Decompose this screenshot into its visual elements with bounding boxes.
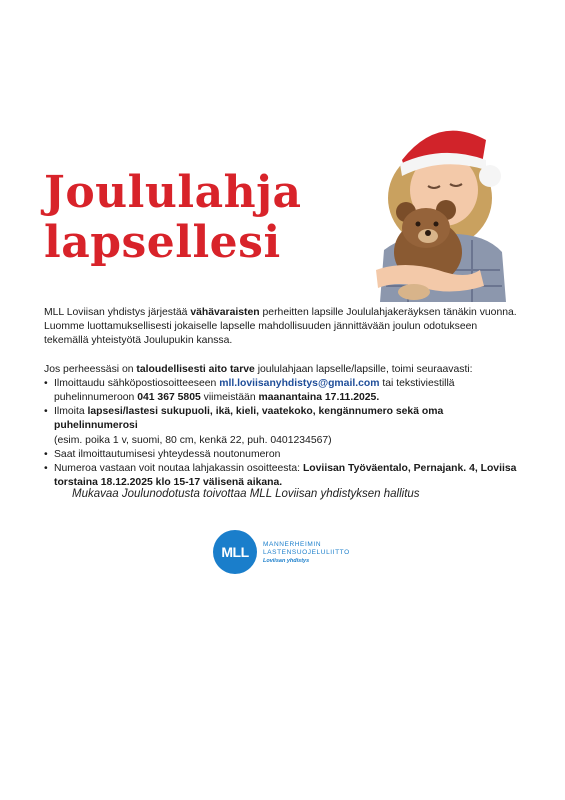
- logo-line-1: MANNERHEIMIN: [263, 541, 322, 548]
- bullet3-text: Saat ilmoittautumisesi yhteydessä noutonumeron: [54, 448, 281, 460]
- closing-greeting: Mukavaa Joulunodotusta toivottaa MLL Loviisan yhdistyksen hallitus: [72, 488, 420, 500]
- email-address-link[interactable]: mll.loviisanyhdistys@gmail.com: [219, 377, 380, 389]
- headline: [44, 168, 302, 268]
- pickup-address: Loviisan Työväentalo, Pernajank. 4, Loviisa: [302, 463, 517, 475]
- pickup-time: torstaina 18.12.2025 klo 15-17 välisenä aikana.: [54, 477, 283, 489]
- headline-line-1: Joululahja: [44, 167, 302, 218]
- bullet2-example: (esim. poika 1 v, suomi, 80 cm, kenkä 22, puh. 0401234567): [54, 434, 332, 446]
- list-item: [44, 462, 524, 490]
- mll-logo: [213, 528, 373, 576]
- mll-logo-mark: MLL: [213, 530, 257, 574]
- bullet4-text-1: Numeroa vastaan voit noutaa lahjakassin osoitteesta:: [54, 463, 303, 475]
- headline-line-2: lapsellesi: [44, 217, 281, 268]
- lead-text-1: Jos perheessäsi on: [44, 363, 137, 375]
- bullet2-emphasis: lapsesi/lastesi sukupuoli, ikä, kieli, vaatekoko, kengännumero sekä oma puhelinnumerosi: [54, 406, 444, 432]
- lead-text-2: joululahjaan lapselle/lapsille, toimi seuraavasti:: [254, 363, 473, 375]
- intro-text-2: perheitten lapsille Joululahjakeräyksen tänäkin vuonna. Luomme luottamuksellisesti jokaiselle lapselle mahdollisuuden jännittävään joulun odotukseen tekemällä yhteistyötä Joulupukin kanssa.: [44, 307, 517, 347]
- instructions-lead: [44, 363, 524, 377]
- deadline: maanantaina 17.11.2025.: [258, 392, 380, 404]
- logo-line-3: Loviisan yhdistys: [263, 558, 310, 564]
- phone-number: 041 367 5805: [137, 392, 201, 404]
- mll-logo-wordmark: [263, 541, 350, 565]
- list-item: [44, 448, 524, 462]
- bullet2-text-1: Ilmoita: [54, 406, 88, 418]
- bullet1-text-2: tai tekstiviestillä: [379, 377, 455, 389]
- list-item: [44, 377, 524, 405]
- body-text: [44, 306, 524, 490]
- instructions-list: [44, 377, 524, 491]
- lead-emphasis: taloudellisesti aito tarve: [136, 363, 255, 375]
- intro-emphasis: vähävaraisten: [190, 307, 260, 318]
- bullet1-line-2: [54, 391, 524, 405]
- bullet1-text-3: puhelinnumeroon: [54, 392, 138, 404]
- intro-text-1: MLL Loviisan yhdistys järjestää: [44, 307, 191, 318]
- child-with-teddy-bear-photo: [368, 120, 508, 302]
- logo-line-2: LASTENSUOJELULIITTO: [263, 549, 350, 556]
- bullet1-text-1: Ilmoittaudu sähköpostiosoitteeseen: [54, 377, 220, 389]
- bullet1-text-4: viimeistään: [200, 392, 259, 404]
- list-item: [44, 405, 524, 448]
- intro-paragraph: [44, 306, 524, 349]
